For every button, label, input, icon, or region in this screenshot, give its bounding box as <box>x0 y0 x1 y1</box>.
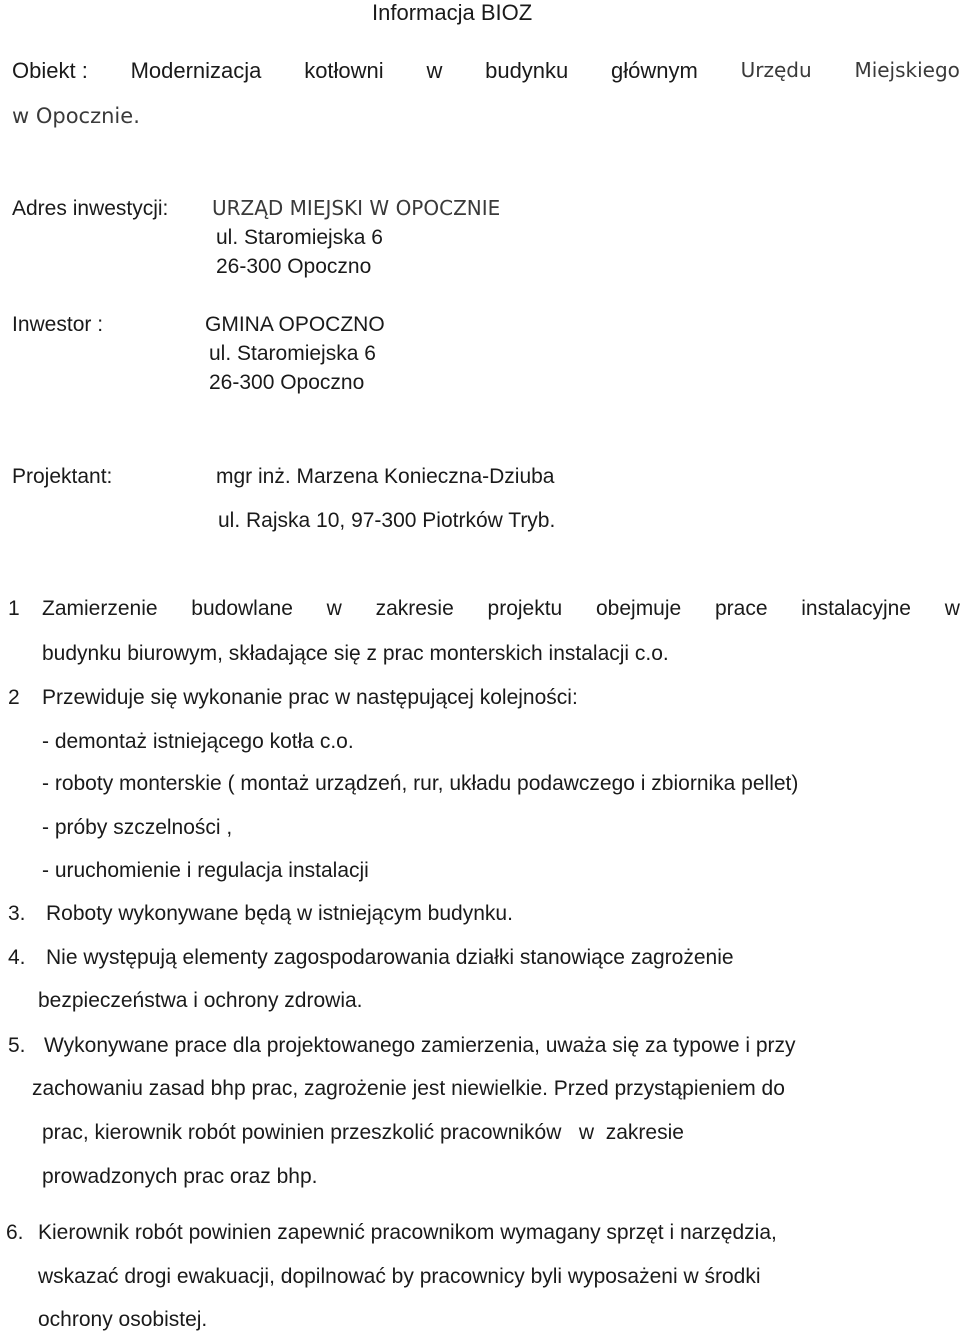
obiekt-word: głównym <box>611 58 698 83</box>
item-1-word: obejmuje <box>595 597 682 620</box>
item-2-line-1: Przewiduje się wykonanie prac w następującej kolejności: <box>42 686 578 709</box>
obiekt-word: budynku <box>485 58 569 83</box>
item-6-line-1: Kierownik robót powinien zapewnić pracownikom wymagany sprzęt i narzędzia, <box>38 1221 777 1244</box>
item-4-number: 4. <box>8 946 26 969</box>
adres-line-2: ul. Staromiejska 6 <box>216 226 383 249</box>
item-1-word: w <box>944 597 960 620</box>
adres-line-3: 26-300 Opoczno <box>216 255 372 278</box>
obiekt-line-1 <box>12 60 960 82</box>
projektant-line-1: mgr inż. Marzena Konieczna-Dziuba <box>216 465 555 488</box>
item-1-word: zakresie <box>375 597 454 620</box>
obiekt-label: Obiekt : <box>12 58 88 83</box>
item-6-line-2: wskazać drogi ewakuacji, dopilnować by pracownicy byli wyposażeni w środki <box>38 1265 761 1288</box>
item-1-word: projektu <box>487 597 563 620</box>
item-2-number: 2 <box>8 686 20 709</box>
item-4-line-1: Nie występują elementy zagospodarowania działki stanowiące zagrożenie <box>46 946 734 969</box>
item-2-line-5: - uruchomienie i regulacja instalacji <box>42 859 369 882</box>
item-1-word: w <box>326 597 342 620</box>
item-5-line-2: zachowaniu zasad bhp prac, zagrożenie jest niewielkie. Przed przystąpieniem do <box>32 1077 785 1100</box>
projektant-line-2: ul. Rajska 10, 97-300 Piotrków Tryb. <box>218 509 556 532</box>
item-2-line-2: - demontaż istniejącego kotła c.o. <box>42 730 354 753</box>
projektant-label: Projektant: <box>12 465 113 488</box>
item-2-line-3: - roboty monterskie ( montaż urządzeń, rur, układu podawczego i zbiornika pellet) <box>42 772 799 795</box>
item-1-line-2: budynku biurowym, składające się z prac monterskich instalacji c.o. <box>42 642 669 665</box>
inwestor-line-2: ul. Staromiejska 6 <box>209 342 376 365</box>
item-5-number: 5. <box>8 1034 26 1057</box>
adres-line-1: URZĄD MIEJSKI W OPOCZNIE <box>212 196 501 220</box>
item-1-word: instalacyjne <box>801 597 911 620</box>
item-5-line-4: prowadzonych prac oraz bhp. <box>42 1165 318 1188</box>
item-3-number: 3. <box>8 902 26 925</box>
obiekt-word: Miejskiego <box>854 58 960 82</box>
item-3-line-1: Roboty wykonywane będą w istniejącym budynku. <box>46 902 513 925</box>
obiekt-word: Modernizacja <box>130 58 262 83</box>
obiekt-line-2: w Opocznie. <box>12 104 140 128</box>
item-4-line-2: bezpieczeństwa i ochrony zdrowia. <box>38 989 363 1012</box>
obiekt-word: kotłowni <box>304 58 384 83</box>
item-6-line-3: ochrony osobistej. <box>38 1308 208 1331</box>
obiekt-word: Urzędu <box>740 58 812 82</box>
item-1-word: prace <box>714 597 768 620</box>
item-2-line-4: - próby szczelności , <box>42 816 233 839</box>
item-6-number: 6. <box>6 1221 24 1244</box>
document-title: Informacja BIOZ <box>372 0 533 25</box>
adres-label: Adres inwestycji: <box>12 197 169 220</box>
item-1-word: Zamierzenie <box>42 597 158 620</box>
item-1-line-1 <box>42 598 960 619</box>
item-5-line-3: prac, kierownik robót powinien przeszkolić pracowników w zakresie <box>42 1121 684 1144</box>
inwestor-line-3: 26-300 Opoczno <box>209 371 365 394</box>
inwestor-label: Inwestor : <box>12 313 104 336</box>
item-5-line-1: Wykonywane prace dla projektowanego zamierzenia, uważa się za typowe i przy <box>44 1034 796 1057</box>
item-1-word: budowlane <box>191 597 293 620</box>
item-1-number: 1 <box>8 597 20 620</box>
obiekt-word: w <box>426 58 443 83</box>
inwestor-line-1: GMINA OPOCZNO <box>205 313 385 336</box>
